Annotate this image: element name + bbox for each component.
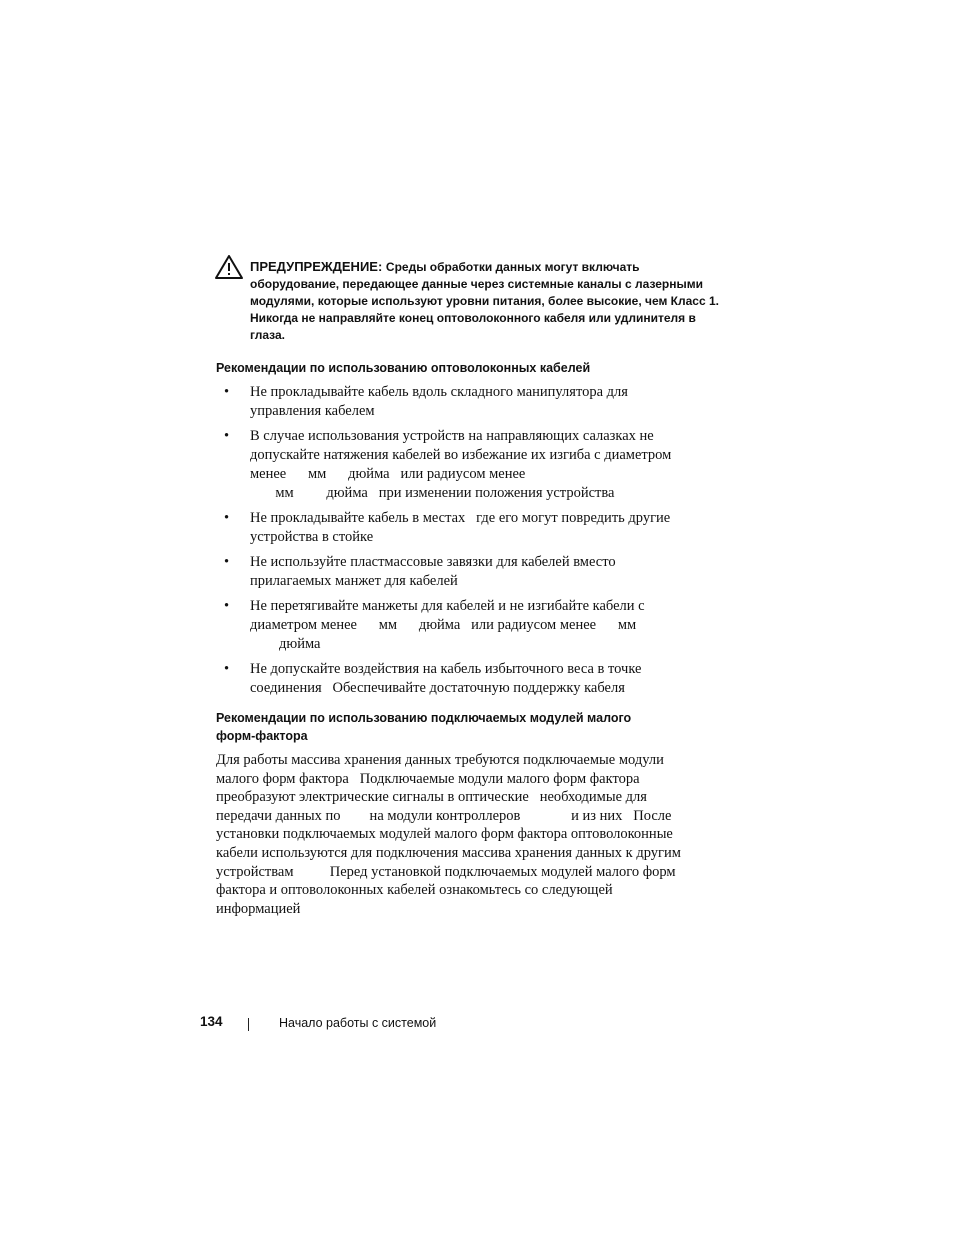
- sfp-modules-paragraph: Для работы массива хранения данных требуются подключаемые модули малого форм фактора Подключаемые модули малого форм фактора преобразуют электрические сигналы в оптические необходимые для передачи данных по на модули контроллеров и из них После установки подключаемых модулей малого форм фактора оптоволоконные кабели используются для подключения массива хранения данных к другим устройствам Перед установкой подключаемых модулей малого форм фактора и оптоволоконных кабелей ознакомьтесь со следующей информацией: [216, 752, 681, 917]
- bullet-icon: •: [224, 384, 230, 400]
- list-item: • Не прокладывайте кабель в местах где его могут повредить другие устройства в стойке: [224, 510, 671, 545]
- warning-text: [250, 258, 730, 344]
- list-item: • Не допускайте воздействия на кабель избыточного веса в точке соединения Обеспечивайте достаточную поддержку кабеля: [224, 661, 642, 696]
- list-item: • В случае использования устройств на направляющих салазках не допускайте натяжения кабелей во избежание их изгиба с диаметром менее мм дюйма или радиусом менее мм дюйма при изменении положения устройства: [224, 428, 672, 501]
- page-footer: [200, 1014, 600, 1034]
- bullet-icon: •: [224, 661, 230, 677]
- warning-line: Никогда не направляйте конец оптоволоконного кабеля или удлинителя в: [250, 311, 696, 326]
- fiber-cable-guidelines-list: [222, 383, 722, 704]
- warning-line: модулями, которые используют уровни питания, более высокие, чем Класс 1.: [250, 294, 719, 309]
- list-item: • Не прокладывайте кабель вдоль складного манипулятора для управления кабелем: [224, 384, 628, 419]
- bullet-icon: •: [224, 554, 230, 570]
- warning-label: ПРЕДУПРЕЖДЕНИЕ:: [250, 259, 386, 274]
- warning-line: ПРЕДУПРЕЖДЕНИЕ: Среды обработки данных могут включать: [250, 259, 640, 274]
- warning-line: оборудование, передающее данные через системные каналы с лазерными: [250, 277, 703, 292]
- page-number: 134: [200, 1014, 223, 1029]
- bullet-icon: •: [224, 510, 230, 526]
- warning-triangle-icon: [214, 254, 244, 280]
- chapter-title: Начало работы с системой: [279, 1016, 437, 1030]
- list-item: • Не используйте пластмассовые завязки для кабелей вместо прилагаемых манжет для кабелей: [224, 554, 616, 589]
- bullet-icon: •: [224, 598, 230, 614]
- bullet-icon: •: [224, 428, 230, 444]
- list-item: • Не перетягивайте манжеты для кабелей и не изгибайте кабели с диаметром менее мм дюйма или радиусом менее мм дюйма: [224, 598, 645, 652]
- warning-line: глаза.: [250, 328, 285, 343]
- section-heading-sfp-modules: Рекомендации по использованию подключаемых модулей малого форм-фактора: [216, 711, 632, 743]
- section-heading-fiber-cables: Рекомендации по использованию оптоволоконных кабелей: [216, 361, 591, 375]
- footer-divider: [248, 1018, 249, 1031]
